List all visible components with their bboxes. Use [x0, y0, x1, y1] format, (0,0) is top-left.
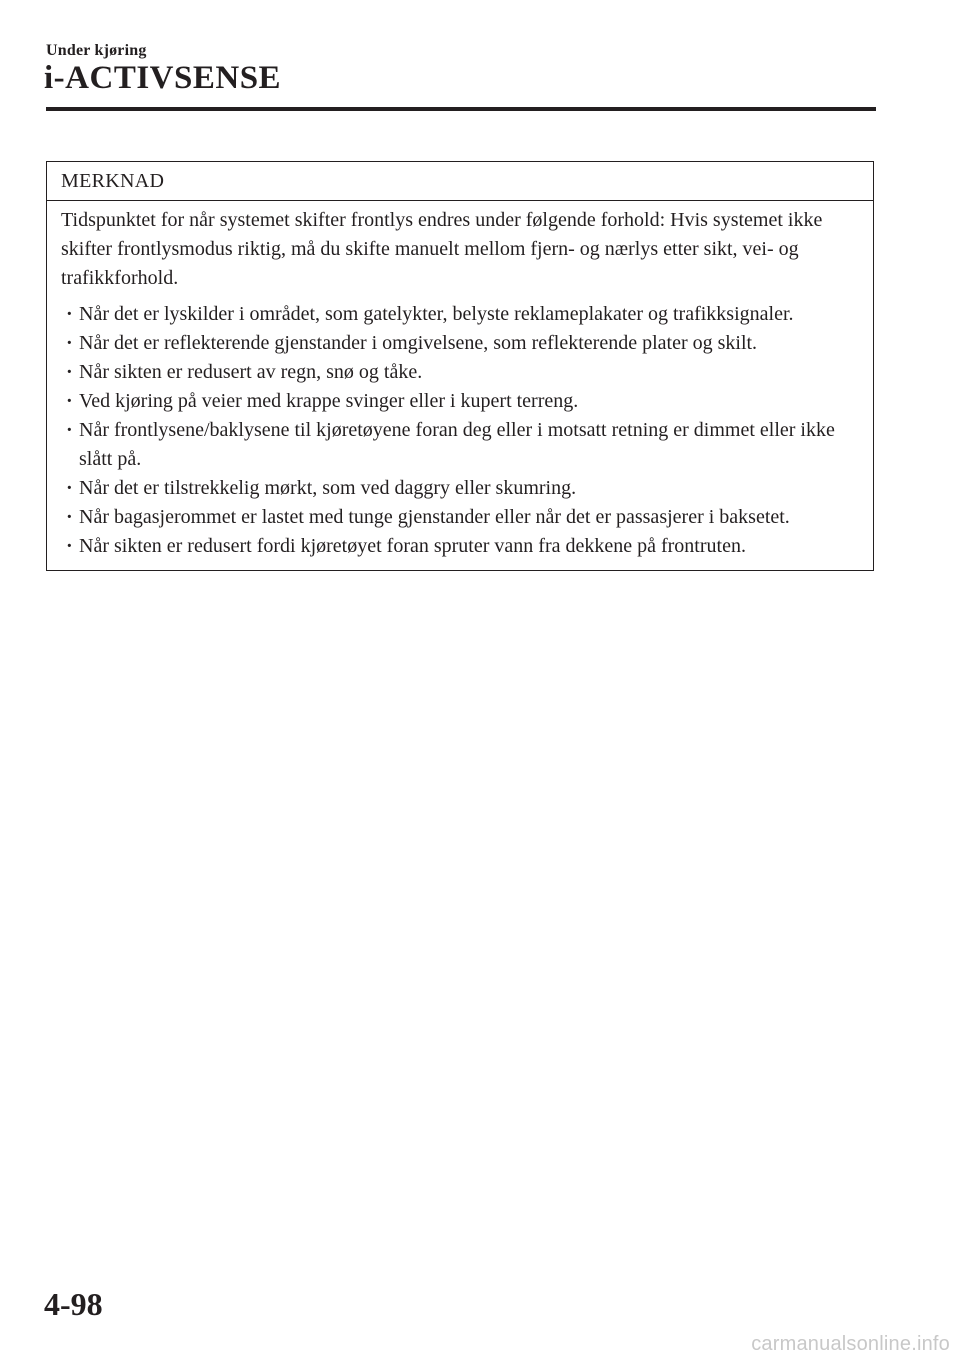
list-item: · Når bagasjerommet er lastet med tunge gjenstander eller når det er passasjerer i baksetet.	[61, 503, 859, 532]
page-title: i-ACTIVSENSE	[44, 60, 282, 96]
note-intro: Tidspunktet for når systemet skifter frontlys endres under følgende forhold: Hvis systemet ikke skifter frontlysmodus riktig, må du skifte manuelt mellom fjern- og nærlys etter sikt, vei- og trafikkforhold.	[61, 209, 823, 289]
title-divider	[46, 107, 876, 111]
list-item: · Når frontlysene/baklysene til kjøretøyene foran deg eller i motsatt retning er dimmet eller ikke slått på.	[61, 416, 859, 474]
list-item: · Når det er tilstrekkelig mørkt, som ved daggry eller skumring.	[61, 474, 859, 503]
list-item: · Når sikten er redusert av regn, snø og tåke.	[61, 358, 859, 387]
note-heading: MERKNAD	[47, 162, 873, 201]
list-item: · Når det er reflekterende gjenstander i omgivelsene, som reflekterende plater og skilt.	[61, 329, 859, 358]
list-item: · Når sikten er redusert fordi kjøretøyet foran spruter vann fra dekkene på frontruten.	[61, 532, 859, 561]
list-item: · Når det er lyskilder i området, som gatelykter, belyste reklameplakater og trafikksignaler.	[61, 300, 859, 329]
note-list	[61, 300, 859, 561]
list-item: · Ved kjøring på veier med krappe svinger eller i kupert terreng.	[61, 387, 859, 416]
watermark: carmanualsonline.info	[751, 1333, 950, 1355]
page-number: 4-98	[44, 1286, 103, 1322]
note-body	[47, 201, 873, 570]
section-label: Under kjøring	[46, 42, 147, 59]
note-box	[46, 161, 874, 571]
